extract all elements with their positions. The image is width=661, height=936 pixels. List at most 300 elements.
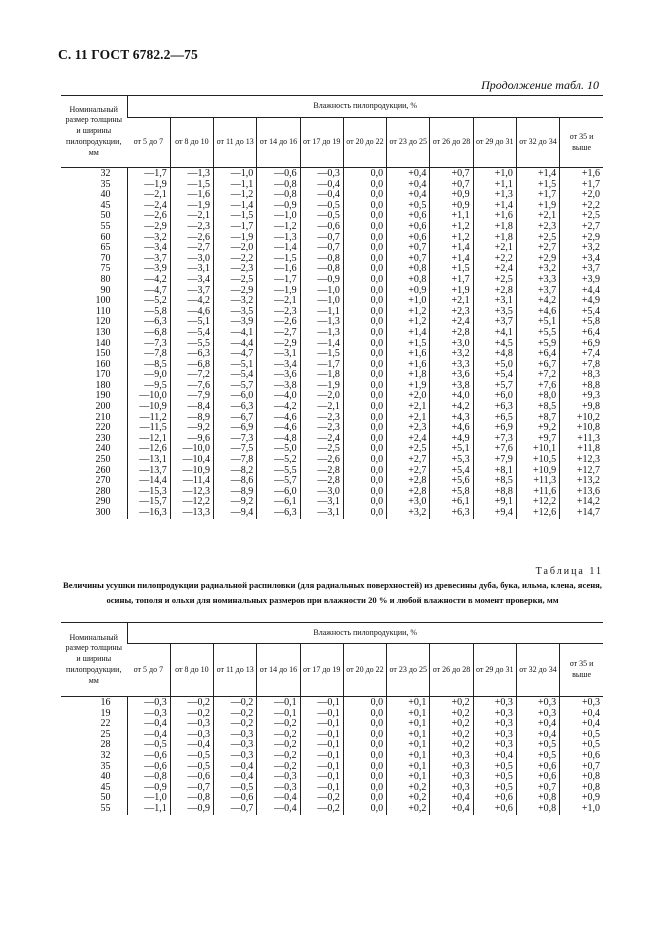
shrinkage-value-cell: +4,2 bbox=[516, 296, 559, 307]
shrinkage-value-cell: +2,9 bbox=[560, 233, 603, 244]
shrinkage-value-cell: +1,0 bbox=[560, 804, 603, 815]
shrinkage-value-cell: 0,0 bbox=[343, 317, 386, 328]
shrinkage-value-cell: +0,7 bbox=[516, 783, 559, 794]
nominal-size-cell: 210 bbox=[95, 411, 111, 423]
shrinkage-value-cell: +0,4 bbox=[473, 751, 516, 762]
shrinkage-value-cell: +3,8 bbox=[430, 381, 473, 392]
shrinkage-value-cell: +8,7 bbox=[516, 413, 559, 424]
nominal-size-cell: 22 bbox=[100, 718, 111, 730]
shrinkage-value-cell: —0,1 bbox=[300, 783, 343, 794]
shrinkage-value-cell: +2,3 bbox=[430, 307, 473, 318]
shrinkage-value-cell: +0,8 bbox=[560, 783, 603, 794]
shrinkage-value-cell: —1,5 bbox=[300, 349, 343, 360]
shrinkage-value-cell: —2,1 bbox=[170, 211, 213, 222]
shrinkage-value-cell: —8,4 bbox=[170, 402, 213, 413]
nominal-size-cell: 45 bbox=[100, 781, 111, 793]
shrinkage-value-cell: —12,3 bbox=[170, 487, 213, 498]
shrinkage-value-cell: +0,7 bbox=[387, 254, 430, 265]
shrinkage-value-cell: +4,6 bbox=[430, 423, 473, 434]
shrinkage-value-cell: +9,4 bbox=[473, 508, 516, 519]
shrinkage-value-cell: —0,3 bbox=[214, 740, 257, 751]
shrinkage-value-cell: +0,5 bbox=[473, 762, 516, 773]
shrinkage-value-cell: —0,6 bbox=[257, 168, 300, 180]
range-header: от 20 до 22 bbox=[343, 118, 386, 168]
shrinkage-value-cell: —10,9 bbox=[170, 466, 213, 477]
shrinkage-value-cell: —1,5 bbox=[214, 211, 257, 222]
nominal-size-cell: 16 bbox=[100, 697, 111, 708]
shrinkage-value-cell: —8,5 bbox=[127, 360, 170, 371]
shrinkage-value-cell: +4,0 bbox=[430, 391, 473, 402]
shrinkage-value-cell: —4,2 bbox=[127, 275, 170, 286]
shrinkage-value-cell: —4,7 bbox=[214, 349, 257, 360]
shrinkage-value-cell: —1,1 bbox=[127, 804, 170, 815]
shrinkage-value-cell: +0,3 bbox=[430, 783, 473, 794]
shrinkage-value-cell: —0,1 bbox=[257, 697, 300, 709]
nominal-size-header: Номинальный размер толщины и ширины пилопродукции, мм bbox=[61, 96, 127, 168]
shrinkage-value-cell: —3,1 bbox=[257, 349, 300, 360]
shrinkage-value-cell: —9,4 bbox=[214, 508, 257, 519]
shrinkage-value-cell: —0,2 bbox=[214, 719, 257, 730]
shrinkage-value-cell: +2,9 bbox=[516, 254, 559, 265]
shrinkage-value-cell: —0,5 bbox=[300, 211, 343, 222]
shrinkage-value-cell: +2,1 bbox=[387, 402, 430, 413]
shrinkage-value-cell: +2,4 bbox=[387, 434, 430, 445]
shrinkage-value-cell: —0,4 bbox=[127, 719, 170, 730]
shrinkage-value-cell: —16,3 bbox=[127, 508, 170, 519]
shrinkage-value-cell: +6,4 bbox=[560, 328, 603, 339]
shrinkage-value-cell: +0,7 bbox=[430, 168, 473, 180]
shrinkage-value-cell: +5,4 bbox=[560, 307, 603, 318]
shrinkage-value-cell: +1,6 bbox=[560, 168, 603, 180]
shrinkage-value-cell: —1,5 bbox=[170, 180, 213, 191]
shrinkage-value-cell: 0,0 bbox=[343, 709, 386, 720]
shrinkage-value-cell: +5,4 bbox=[473, 370, 516, 381]
shrinkage-value-cell: +0,9 bbox=[430, 190, 473, 201]
shrinkage-value-cell: +2,5 bbox=[387, 444, 430, 455]
shrinkage-value-cell: +0,7 bbox=[430, 180, 473, 191]
shrinkage-value-cell: +2,0 bbox=[560, 190, 603, 201]
shrinkage-value-cell: +2,8 bbox=[473, 286, 516, 297]
shrinkage-value-cell: +0,3 bbox=[473, 719, 516, 730]
range-header: от 8 до 10 bbox=[170, 118, 213, 168]
shrinkage-value-cell: —2,2 bbox=[214, 254, 257, 265]
shrinkage-value-cell: —0,4 bbox=[127, 730, 170, 741]
shrinkage-value-cell: —9,0 bbox=[127, 370, 170, 381]
shrinkage-value-cell: +1,6 bbox=[387, 360, 430, 371]
shrinkage-value-cell: —1,0 bbox=[127, 793, 170, 804]
shrinkage-value-cell: —0,1 bbox=[300, 740, 343, 751]
shrinkage-value-cell: —0,5 bbox=[170, 762, 213, 773]
shrinkage-value-cell: 0,0 bbox=[343, 730, 386, 741]
shrinkage-value-cell: +0,5 bbox=[516, 751, 559, 762]
shrinkage-value-cell: +12,7 bbox=[560, 466, 603, 477]
shrinkage-value-cell: —1,7 bbox=[300, 360, 343, 371]
shrinkage-value-cell: +1,2 bbox=[387, 317, 430, 328]
shrinkage-value-cell: +1,4 bbox=[516, 168, 559, 180]
shrinkage-value-cell: +3,9 bbox=[560, 275, 603, 286]
shrinkage-value-cell: —1,3 bbox=[170, 168, 213, 180]
shrinkage-value-cell: +0,2 bbox=[430, 730, 473, 741]
shrinkage-value-cell: +7,8 bbox=[560, 360, 603, 371]
shrinkage-value-cell: +0,3 bbox=[430, 772, 473, 783]
range-header: от 20 до 22 bbox=[343, 644, 386, 697]
shrinkage-value-cell: +0,3 bbox=[430, 751, 473, 762]
nominal-size-cell: 110 bbox=[95, 305, 111, 317]
shrinkage-value-cell: —4,0 bbox=[257, 391, 300, 402]
table-10-body bbox=[61, 168, 603, 519]
shrinkage-value-cell: +7,6 bbox=[473, 444, 516, 455]
shrinkage-value-cell: +3,2 bbox=[430, 349, 473, 360]
shrinkage-value-cell: —8,2 bbox=[214, 466, 257, 477]
shrinkage-value-cell: —6,3 bbox=[127, 317, 170, 328]
shrinkage-value-cell: +0,8 bbox=[516, 804, 559, 815]
shrinkage-value-cell: +5,3 bbox=[430, 455, 473, 466]
shrinkage-value-cell: +1,8 bbox=[473, 233, 516, 244]
shrinkage-value-cell: +2,2 bbox=[473, 254, 516, 265]
shrinkage-value-cell: —3,0 bbox=[300, 487, 343, 498]
shrinkage-value-cell: +3,3 bbox=[430, 360, 473, 371]
shrinkage-value-cell: +0,6 bbox=[473, 793, 516, 804]
shrinkage-value-cell: +1,8 bbox=[387, 370, 430, 381]
shrinkage-value-cell: +4,8 bbox=[473, 349, 516, 360]
shrinkage-value-cell: —4,8 bbox=[257, 434, 300, 445]
nominal-size-cell: 160 bbox=[95, 358, 111, 370]
shrinkage-value-cell: —1,6 bbox=[170, 190, 213, 201]
shrinkage-value-cell: —2,7 bbox=[257, 328, 300, 339]
shrinkage-value-cell: —0,5 bbox=[127, 740, 170, 751]
shrinkage-value-cell: +0,4 bbox=[387, 190, 430, 201]
shrinkage-value-cell: —0,1 bbox=[257, 709, 300, 720]
shrinkage-value-cell: +2,8 bbox=[430, 328, 473, 339]
shrinkage-value-cell: —2,3 bbox=[214, 264, 257, 275]
shrinkage-value-cell: —0,8 bbox=[127, 772, 170, 783]
shrinkage-value-cell: +3,5 bbox=[473, 307, 516, 318]
shrinkage-value-cell: +3,1 bbox=[473, 296, 516, 307]
shrinkage-value-cell: —11,4 bbox=[170, 476, 213, 487]
nominal-size-header: Номинальный размер толщины и ширины пилопродукции, мм bbox=[61, 623, 127, 697]
shrinkage-value-cell: 0,0 bbox=[343, 211, 386, 222]
shrinkage-value-cell: —1,2 bbox=[257, 222, 300, 233]
shrinkage-value-cell: +2,0 bbox=[387, 391, 430, 402]
nominal-size-cell: 190 bbox=[95, 390, 111, 402]
nominal-size-cell: 150 bbox=[95, 348, 111, 360]
shrinkage-value-cell: —0,8 bbox=[300, 254, 343, 265]
shrinkage-value-cell: —3,1 bbox=[170, 264, 213, 275]
shrinkage-value-cell: —0,6 bbox=[170, 772, 213, 783]
shrinkage-value-cell: —0,1 bbox=[300, 730, 343, 741]
shrinkage-value-cell: —1,3 bbox=[257, 233, 300, 244]
nominal-size-cell: 290 bbox=[95, 496, 111, 508]
shrinkage-value-cell: +1,8 bbox=[473, 222, 516, 233]
shrinkage-value-cell: +0,1 bbox=[387, 697, 430, 709]
shrinkage-value-cell: —0,1 bbox=[300, 772, 343, 783]
shrinkage-value-cell: —0,2 bbox=[300, 793, 343, 804]
shrinkage-value-cell: —1,1 bbox=[214, 180, 257, 191]
shrinkage-value-cell: 0,0 bbox=[343, 180, 386, 191]
shrinkage-value-cell: —6,0 bbox=[214, 391, 257, 402]
shrinkage-value-cell: —1,9 bbox=[300, 381, 343, 392]
table-row bbox=[61, 168, 603, 180]
shrinkage-value-cell: —7,6 bbox=[170, 381, 213, 392]
shrinkage-value-cell: —0,2 bbox=[214, 697, 257, 709]
shrinkage-value-cell: —12,6 bbox=[127, 444, 170, 455]
shrinkage-value-cell: —9,6 bbox=[170, 434, 213, 445]
shrinkage-value-cell: +3,2 bbox=[387, 508, 430, 519]
shrinkage-value-cell: +0,2 bbox=[387, 793, 430, 804]
shrinkage-value-cell: +0,1 bbox=[387, 730, 430, 741]
shrinkage-value-cell: —0,1 bbox=[300, 719, 343, 730]
shrinkage-value-cell: 0,0 bbox=[343, 497, 386, 508]
nominal-size-cell: 230 bbox=[95, 432, 111, 444]
table-11-number: Таблица 11 bbox=[535, 566, 603, 577]
shrinkage-value-cell: 0,0 bbox=[343, 434, 386, 445]
shrinkage-value-cell: +5,0 bbox=[473, 360, 516, 371]
shrinkage-value-cell: —1,0 bbox=[300, 296, 343, 307]
shrinkage-value-cell: —2,3 bbox=[170, 222, 213, 233]
shrinkage-value-cell: +0,7 bbox=[560, 762, 603, 773]
shrinkage-value-cell: 0,0 bbox=[343, 349, 386, 360]
shrinkage-value-cell: —1,7 bbox=[257, 275, 300, 286]
shrinkage-value-cell: —0,8 bbox=[257, 190, 300, 201]
shrinkage-value-cell: —13,1 bbox=[127, 455, 170, 466]
shrinkage-value-cell: —0,4 bbox=[300, 180, 343, 191]
shrinkage-value-cell: +0,8 bbox=[516, 793, 559, 804]
nominal-size-cell: 35 bbox=[100, 760, 111, 772]
shrinkage-value-cell: +11,3 bbox=[560, 434, 603, 445]
shrinkage-value-cell: —9,2 bbox=[214, 497, 257, 508]
shrinkage-value-cell: —3,1 bbox=[300, 497, 343, 508]
shrinkage-value-cell: —1,4 bbox=[257, 243, 300, 254]
shrinkage-value-cell: +12,2 bbox=[516, 497, 559, 508]
table-11 bbox=[61, 622, 603, 815]
shrinkage-value-cell: +2,7 bbox=[560, 222, 603, 233]
shrinkage-value-cell: —0,6 bbox=[127, 762, 170, 773]
shrinkage-value-cell: 0,0 bbox=[343, 254, 386, 265]
shrinkage-value-cell: +0,1 bbox=[387, 751, 430, 762]
shrinkage-value-cell: —1,7 bbox=[214, 222, 257, 233]
shrinkage-value-cell: +2,7 bbox=[516, 243, 559, 254]
shrinkage-value-cell: +0,4 bbox=[516, 719, 559, 730]
nominal-size-cell: 50 bbox=[100, 792, 111, 804]
shrinkage-value-cell: —5,0 bbox=[257, 444, 300, 455]
range-header: от 32 до 34 bbox=[516, 118, 559, 168]
shrinkage-value-cell: —3,9 bbox=[214, 317, 257, 328]
shrinkage-value-cell: 0,0 bbox=[343, 296, 386, 307]
shrinkage-value-cell: —8,6 bbox=[214, 476, 257, 487]
shrinkage-value-cell: +3,7 bbox=[560, 264, 603, 275]
shrinkage-value-cell: —12,1 bbox=[127, 434, 170, 445]
nominal-size-cell: 270 bbox=[95, 475, 111, 487]
shrinkage-value-cell: +10,8 bbox=[560, 423, 603, 434]
shrinkage-value-cell: +0,3 bbox=[473, 740, 516, 751]
shrinkage-value-cell: +3,2 bbox=[516, 264, 559, 275]
shrinkage-value-cell: +6,1 bbox=[430, 497, 473, 508]
shrinkage-value-cell: +8,8 bbox=[473, 487, 516, 498]
shrinkage-value-cell: —2,0 bbox=[300, 391, 343, 402]
shrinkage-value-cell: 0,0 bbox=[343, 804, 386, 815]
shrinkage-value-cell: +9,1 bbox=[473, 497, 516, 508]
shrinkage-value-cell: +7,9 bbox=[473, 455, 516, 466]
shrinkage-value-cell: —5,5 bbox=[257, 466, 300, 477]
shrinkage-value-cell: 0,0 bbox=[343, 339, 386, 350]
nominal-size-cell: 28 bbox=[100, 739, 111, 751]
shrinkage-value-cell: +9,2 bbox=[516, 423, 559, 434]
shrinkage-value-cell: +8,0 bbox=[516, 391, 559, 402]
shrinkage-value-cell: —4,6 bbox=[257, 423, 300, 434]
shrinkage-value-cell: —1,9 bbox=[257, 286, 300, 297]
shrinkage-value-cell: +1,2 bbox=[387, 307, 430, 318]
shrinkage-value-cell: —10,9 bbox=[127, 402, 170, 413]
shrinkage-value-cell: +1,0 bbox=[473, 168, 516, 180]
shrinkage-value-cell: —0,3 bbox=[214, 751, 257, 762]
shrinkage-value-cell: —2,1 bbox=[300, 402, 343, 413]
shrinkage-value-cell: —3,2 bbox=[127, 233, 170, 244]
shrinkage-value-cell: +0,6 bbox=[387, 222, 430, 233]
nominal-size-cell: 40 bbox=[100, 771, 111, 783]
shrinkage-value-cell: +4,3 bbox=[430, 413, 473, 424]
shrinkage-value-cell: +2,3 bbox=[516, 222, 559, 233]
shrinkage-value-cell: —3,4 bbox=[127, 243, 170, 254]
shrinkage-value-cell: —0,4 bbox=[214, 762, 257, 773]
shrinkage-value-cell: —5,2 bbox=[127, 296, 170, 307]
shrinkage-value-cell: +2,1 bbox=[473, 243, 516, 254]
shrinkage-value-cell: —12,2 bbox=[170, 497, 213, 508]
shrinkage-value-cell: —0,5 bbox=[300, 201, 343, 212]
shrinkage-value-cell: +7,3 bbox=[473, 434, 516, 445]
shrinkage-value-cell: +2,7 bbox=[387, 455, 430, 466]
shrinkage-value-cell: +1,9 bbox=[516, 201, 559, 212]
shrinkage-value-cell: —7,3 bbox=[214, 434, 257, 445]
shrinkage-value-cell: +13,6 bbox=[560, 487, 603, 498]
shrinkage-value-cell: —0,1 bbox=[300, 751, 343, 762]
shrinkage-value-cell: —2,6 bbox=[170, 233, 213, 244]
shrinkage-value-cell: —0,9 bbox=[170, 804, 213, 815]
shrinkage-value-cell: +0,5 bbox=[560, 730, 603, 741]
shrinkage-value-cell: +8,5 bbox=[473, 476, 516, 487]
shrinkage-value-cell: +0,7 bbox=[387, 243, 430, 254]
nominal-size-cell: 120 bbox=[95, 316, 111, 328]
shrinkage-value-cell: +2,4 bbox=[430, 317, 473, 328]
shrinkage-value-cell: +4,2 bbox=[430, 402, 473, 413]
shrinkage-value-cell: —15,7 bbox=[127, 497, 170, 508]
shrinkage-value-cell: +2,5 bbox=[516, 233, 559, 244]
shrinkage-value-cell: —13,7 bbox=[127, 466, 170, 477]
shrinkage-value-cell: +0,4 bbox=[430, 804, 473, 815]
nominal-size-cell: 70 bbox=[100, 252, 111, 264]
shrinkage-value-cell: +2,1 bbox=[430, 296, 473, 307]
shrinkage-value-cell: 0,0 bbox=[343, 391, 386, 402]
shrinkage-value-cell: 0,0 bbox=[343, 508, 386, 519]
shrinkage-value-cell: +0,5 bbox=[560, 740, 603, 751]
shrinkage-value-cell: +0,1 bbox=[387, 719, 430, 730]
shrinkage-value-cell: —6,0 bbox=[257, 487, 300, 498]
shrinkage-value-cell: —15,3 bbox=[127, 487, 170, 498]
range-header: от 14 до 16 bbox=[257, 118, 300, 168]
shrinkage-value-cell: —8,9 bbox=[170, 413, 213, 424]
shrinkage-value-cell: +8,3 bbox=[560, 370, 603, 381]
shrinkage-value-cell: —1,8 bbox=[300, 370, 343, 381]
shrinkage-value-cell: +5,6 bbox=[430, 476, 473, 487]
shrinkage-value-cell: +8,8 bbox=[560, 381, 603, 392]
shrinkage-value-cell: +0,5 bbox=[387, 201, 430, 212]
shrinkage-value-cell: +0,4 bbox=[516, 730, 559, 741]
shrinkage-value-cell: 0,0 bbox=[343, 243, 386, 254]
nominal-size-cell: 32 bbox=[100, 168, 111, 179]
shrinkage-value-cell: —0,2 bbox=[257, 730, 300, 741]
shrinkage-value-cell: —0,4 bbox=[257, 793, 300, 804]
shrinkage-value-cell: +1,5 bbox=[387, 339, 430, 350]
shrinkage-value-cell: +0,3 bbox=[473, 697, 516, 709]
shrinkage-value-cell: +0,4 bbox=[560, 719, 603, 730]
shrinkage-value-cell: —7,9 bbox=[170, 391, 213, 402]
shrinkage-value-cell: —1,3 bbox=[300, 317, 343, 328]
shrinkage-value-cell: —6,7 bbox=[214, 413, 257, 424]
shrinkage-value-cell: —3,5 bbox=[214, 307, 257, 318]
range-header: от 35 и выше bbox=[560, 644, 603, 697]
shrinkage-value-cell: —0,2 bbox=[214, 709, 257, 720]
shrinkage-value-cell: —13,3 bbox=[170, 508, 213, 519]
shrinkage-value-cell: —0,3 bbox=[170, 730, 213, 741]
shrinkage-value-cell: —0,8 bbox=[300, 264, 343, 275]
shrinkage-value-cell: 0,0 bbox=[343, 762, 386, 773]
range-header: от 11 до 13 bbox=[214, 644, 257, 697]
shrinkage-value-cell: —1,3 bbox=[300, 328, 343, 339]
shrinkage-value-cell: +6,9 bbox=[473, 423, 516, 434]
humidity-header: Влажность пилопродукции, % bbox=[127, 96, 603, 118]
shrinkage-value-cell: —2,0 bbox=[214, 243, 257, 254]
shrinkage-value-cell: +3,0 bbox=[387, 497, 430, 508]
range-header: от 26 до 28 bbox=[430, 118, 473, 168]
table-11-caption: Величины усушки пилопродукции радиальной распиловки (для радиальных поверхностей) из древесины дуба, бука, ильма, клена, ясеня, осины, тополя и ольхи для номинальных размеров при влажности 20 % и любой влажности в момент проверки, мм bbox=[63, 580, 602, 605]
nominal-size-cell: 40 bbox=[100, 189, 111, 201]
shrinkage-value-cell: +0,3 bbox=[516, 709, 559, 720]
shrinkage-value-cell: —0,2 bbox=[257, 751, 300, 762]
range-header: от 29 до 31 bbox=[473, 118, 516, 168]
table-row bbox=[61, 328, 603, 339]
range-header: от 14 до 16 bbox=[257, 644, 300, 697]
nominal-size-cell: 100 bbox=[95, 295, 111, 307]
shrinkage-value-cell: —0,7 bbox=[300, 243, 343, 254]
humidity-header: Влажность пилопродукции, % bbox=[127, 623, 603, 644]
shrinkage-value-cell: 0,0 bbox=[343, 381, 386, 392]
shrinkage-value-cell: —0,7 bbox=[170, 783, 213, 794]
nominal-size-cell: 19 bbox=[100, 707, 111, 719]
shrinkage-value-cell: +5,1 bbox=[516, 317, 559, 328]
shrinkage-value-cell: +0,5 bbox=[516, 740, 559, 751]
shrinkage-value-cell: +7,4 bbox=[560, 349, 603, 360]
shrinkage-value-cell: +13,2 bbox=[560, 476, 603, 487]
shrinkage-value-cell: —5,4 bbox=[170, 328, 213, 339]
shrinkage-value-cell: 0,0 bbox=[343, 719, 386, 730]
shrinkage-value-cell: +2,3 bbox=[387, 423, 430, 434]
shrinkage-value-cell: —0,9 bbox=[127, 783, 170, 794]
shrinkage-value-cell: 0,0 bbox=[343, 190, 386, 201]
shrinkage-value-cell: —2,8 bbox=[300, 476, 343, 487]
shrinkage-value-cell: +0,6 bbox=[516, 772, 559, 783]
shrinkage-value-cell: +1,9 bbox=[387, 381, 430, 392]
shrinkage-value-cell: —0,6 bbox=[127, 751, 170, 762]
shrinkage-value-cell: +0,2 bbox=[430, 740, 473, 751]
shrinkage-value-cell: +2,5 bbox=[473, 275, 516, 286]
range-header: от 11 до 13 bbox=[214, 118, 257, 168]
shrinkage-value-cell: —2,4 bbox=[127, 201, 170, 212]
shrinkage-value-cell: —5,1 bbox=[214, 360, 257, 371]
shrinkage-value-cell: +3,7 bbox=[473, 317, 516, 328]
shrinkage-value-cell: —2,6 bbox=[257, 317, 300, 328]
shrinkage-value-cell: +6,9 bbox=[560, 339, 603, 350]
shrinkage-value-cell: +0,2 bbox=[430, 719, 473, 730]
shrinkage-value-cell: +3,7 bbox=[516, 286, 559, 297]
